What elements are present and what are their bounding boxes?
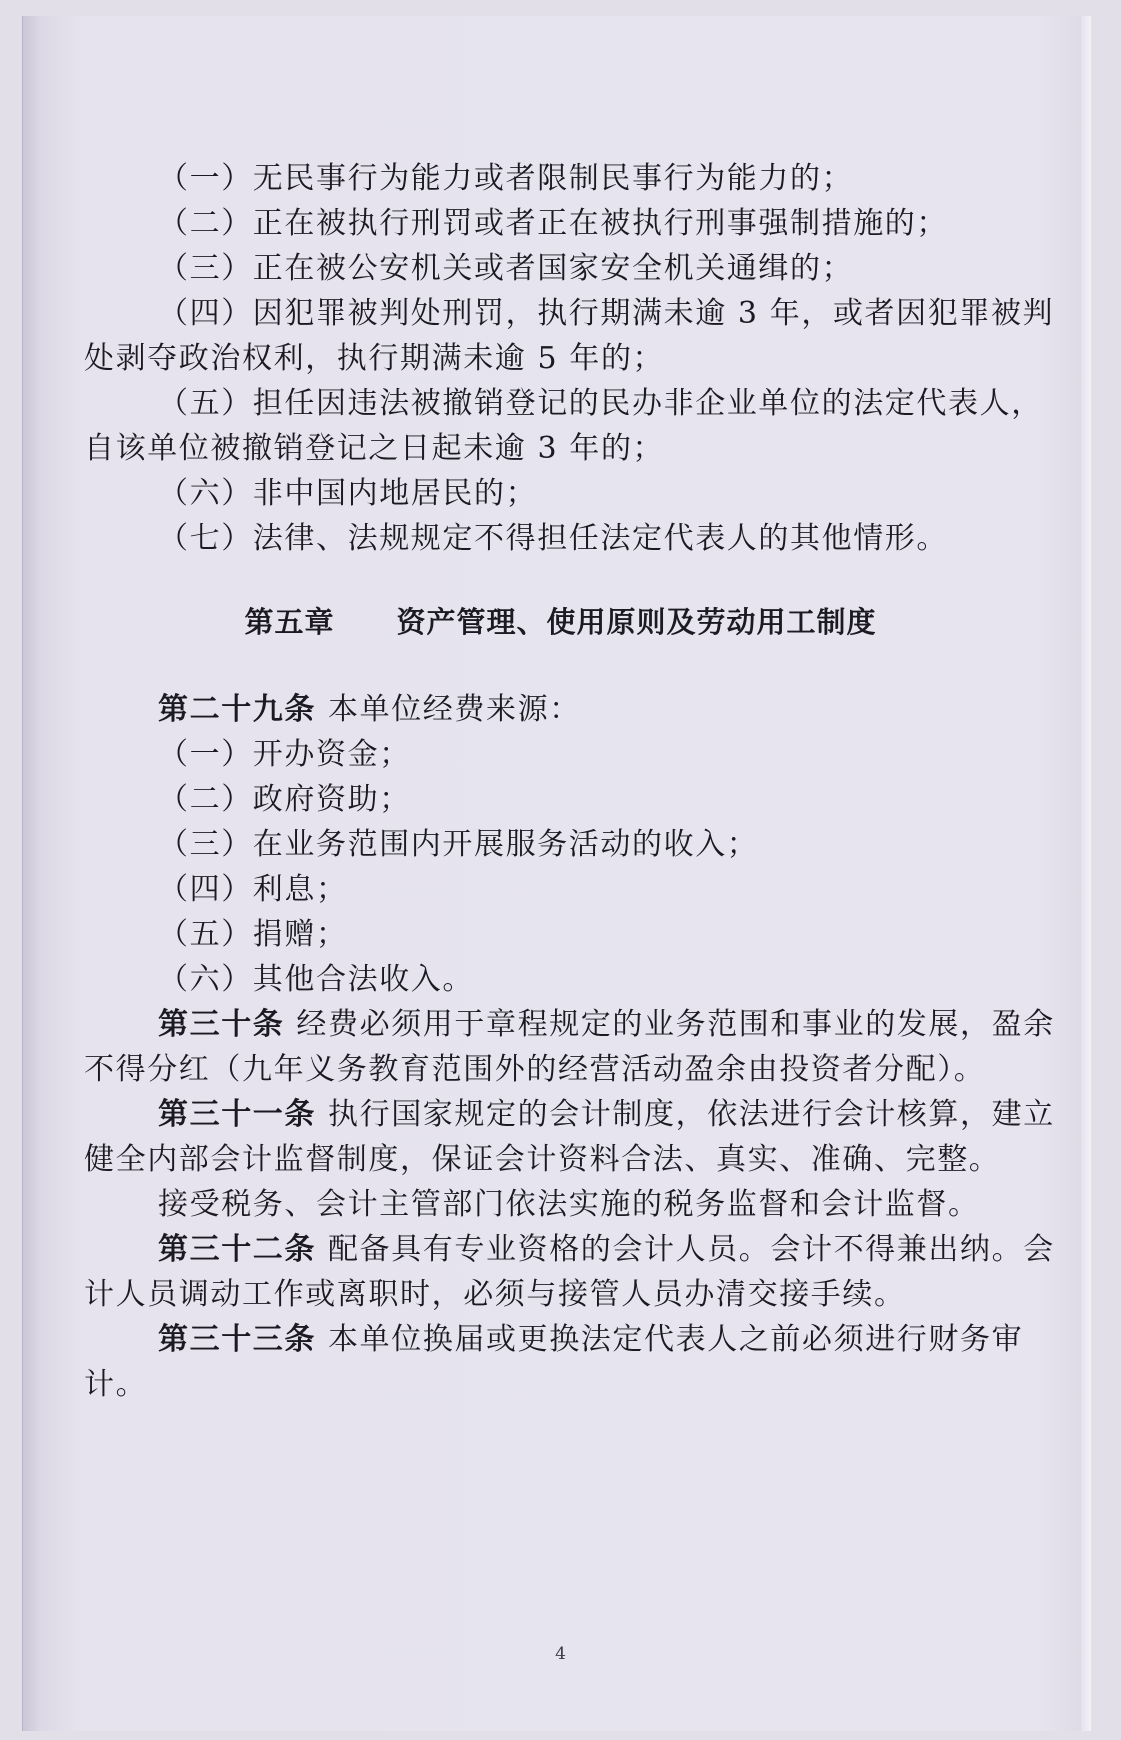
article-text: 本单位换届或更换法定代表人之前必须进行财务审: [328, 1322, 1024, 1357]
article-text: 执行国家规定的会计制度，依法进行会计核算，建立: [328, 1097, 1055, 1132]
list-item: （四）利息；: [158, 872, 348, 907]
list-item: （四）因犯罪被判处刑罚，执行期满未逾 3 年，或者因犯罪被判: [158, 296, 1055, 331]
article-label: 第三十三条: [158, 1322, 316, 1357]
list-item: （二）正在被执行刑罚或者正在被执行刑事强制措施的；: [158, 206, 948, 241]
list-item: （三）在业务范围内开展服务活动的收入；: [158, 827, 759, 862]
list-item: （六）非中国内地居民的；: [158, 476, 538, 511]
list-item-continuation: 自该单位被撤销登记之日起未逾 3 年的；: [84, 431, 665, 466]
article-32: [0, 1230, 1121, 1270]
page-number: 4: [555, 1644, 566, 1664]
article-29: [0, 690, 1121, 730]
article-33: [0, 1320, 1121, 1360]
article-label: 第三十条: [158, 1007, 285, 1042]
article-text: 本单位经费来源：: [328, 692, 581, 727]
list-item: （六）其他合法收入。: [158, 962, 474, 997]
chapter-title: 资产管理、使用原则及劳动用工制度: [396, 605, 877, 639]
list-item: （二）政府资助；: [158, 782, 411, 817]
list-item: （七）法律、法规规定不得担任法定代表人的其他情形。: [158, 521, 948, 556]
list-item: （三）正在被公安机关或者国家安全机关通缉的；: [158, 251, 854, 286]
article-continuation: 健全内部会计监督制度，保证会计资料合法、真实、准确、完整。: [84, 1142, 1001, 1177]
chapter-number: 第五章: [244, 605, 335, 639]
list-item: （一）开办资金；: [158, 737, 411, 772]
chapter-heading: [0, 602, 1121, 642]
article-text: 经费必须用于章程规定的业务范围和事业的发展，盈余: [296, 1007, 1055, 1042]
article-label: 第三十二条: [158, 1232, 316, 1267]
article-label: 第二十九条: [158, 692, 316, 727]
article-continuation: 计人员调动工作或离职时，必须与接管人员办清交接手续。: [84, 1277, 906, 1312]
article-text: 配备具有专业资格的会计人员。会计不得兼出纳。会: [328, 1232, 1055, 1267]
list-item: （一）无民事行为能力或者限制民事行为能力的；: [158, 161, 854, 196]
article-continuation: 不得分红（九年义务教育范围外的经营活动盈余由投资者分配）。: [84, 1052, 986, 1087]
article-31: [0, 1095, 1121, 1135]
article-continuation: 计。: [84, 1367, 148, 1402]
list-item: （五）担任因违法被撤销登记的民办非企业单位的法定代表人，: [158, 386, 1043, 421]
list-item-continuation: 处剥夺政治权利，执行期满未逾 5 年的；: [84, 341, 665, 376]
list-item: （五）捐赠；: [158, 917, 348, 952]
article-30: [0, 1005, 1121, 1045]
article-label: 第三十一条: [158, 1097, 316, 1132]
article-paragraph: 接受税务、会计主管部门依法实施的税务监督和会计监督。: [158, 1187, 980, 1222]
